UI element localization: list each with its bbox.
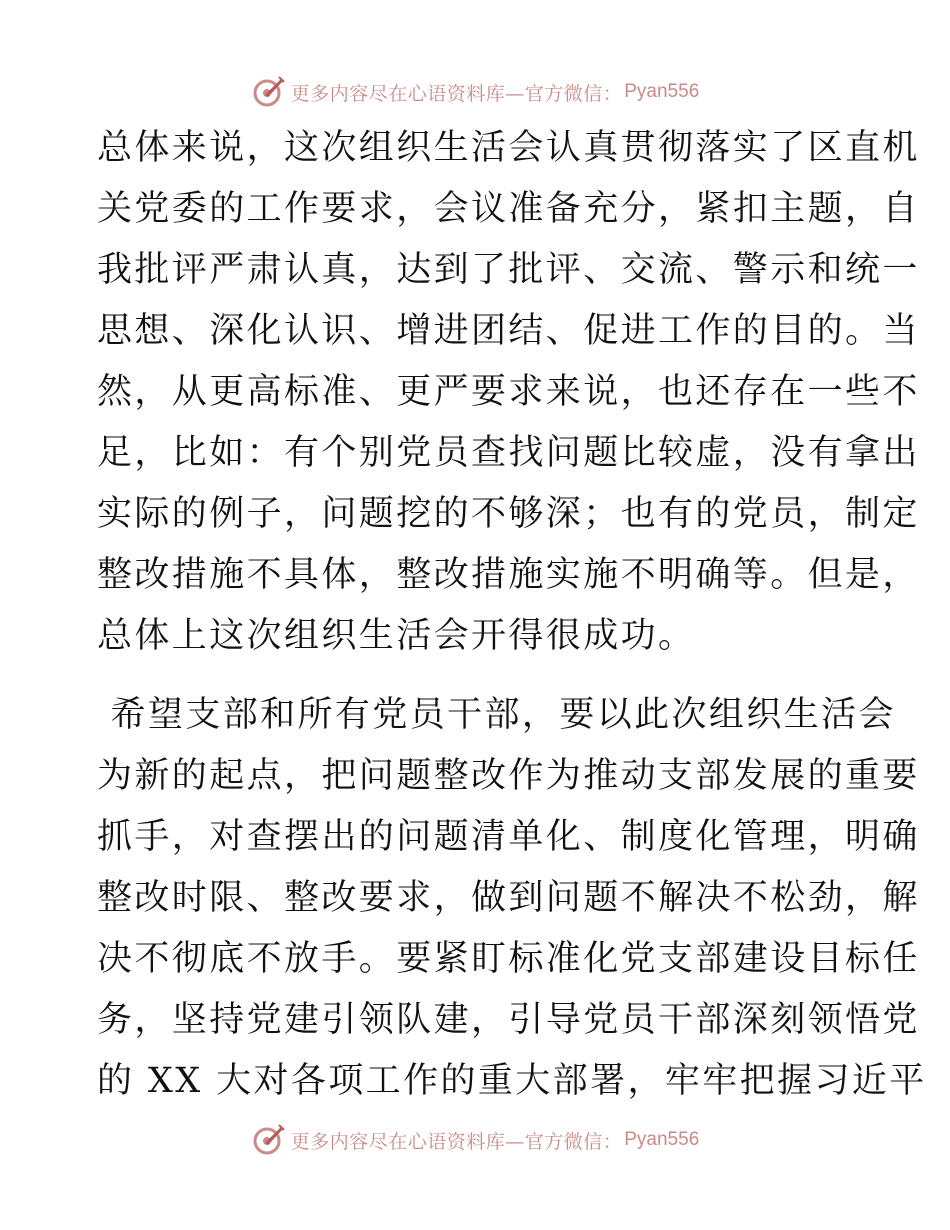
text-line: 我批评严肃认真，达到了批评、交流、警示和统一: [97, 250, 920, 290]
text-line: 整改时限、整改要求，做到问题不解决不松劲，解: [97, 878, 920, 918]
text-line: 为新的起点，把问题整改作为推动支部发展的重要: [97, 756, 920, 796]
watermark-brand: Pyan556: [624, 1129, 700, 1150]
text-line: 整改措施不具体，整改措施实施不明确等。但是，: [97, 555, 920, 595]
text-line: 希望支部和所有党员干部，要以此次组织生活会: [97, 695, 896, 735]
paragraph: [97, 685, 927, 1112]
text-line: 决不彻底不放手。要紧盯标准化党支部建设目标任: [97, 939, 920, 979]
text-line: 总体上这次组织生活会开得很成功。: [97, 616, 696, 656]
text-line: 抓手，对查摆出的问题清单化、制度化管理，明确: [97, 817, 920, 857]
text-line: 足，比如：有个别党员查找问题比较虚，没有拿出: [97, 433, 920, 473]
quill-logo-icon: [251, 1123, 285, 1157]
footer-watermark: [0, 1120, 950, 1160]
watermark-text: 更多内容尽在心语资料库—官方微信：: [290, 1130, 623, 1153]
text-line: 关党委的工作要求，会议准备充分，紧扣主题，自: [97, 189, 920, 229]
text-line: 实际的例子，问题挖的不够深；也有的党员，制定: [97, 494, 920, 534]
text-line: 的 XX 大对各项工作的重大部署，牢牢把握习近平: [97, 1061, 927, 1101]
paragraph-spacer: [97, 667, 857, 685]
paragraph: [97, 118, 920, 667]
quill-logo-icon: [251, 75, 285, 109]
text-line: 思想、深化认识、增进团结、促进工作的目的。当: [97, 311, 920, 351]
watermark-text: 更多内容尽在心语资料库—官方微信：: [290, 82, 623, 105]
document-body: [97, 118, 927, 1112]
text-line: 务，坚持党建引领队建，引导党员干部深刻领悟党: [97, 1000, 920, 1040]
watermark-brand: Pyan556: [624, 81, 700, 102]
header-watermark: [0, 72, 950, 112]
text-line: 总体来说，这次组织生活会认真贯彻落实了区直机: [97, 128, 920, 168]
text-line: 然，从更高标准、更严要求来说，也还存在一些不: [97, 372, 920, 412]
